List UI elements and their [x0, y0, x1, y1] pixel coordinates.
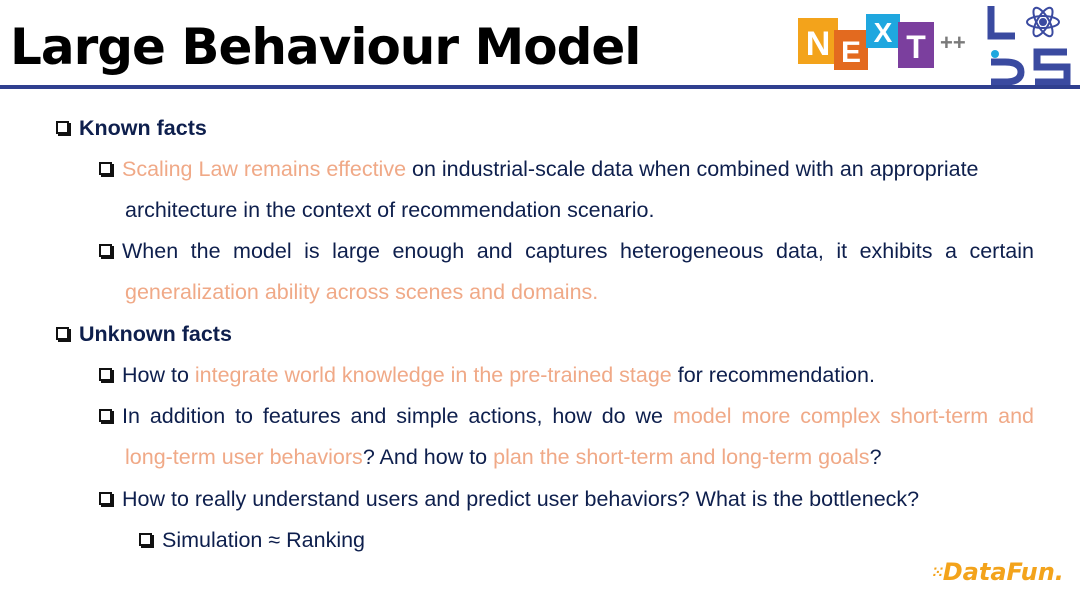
- known-fact-1: [99, 149, 979, 190]
- known-fact-1-continuation: architecture in the context of recommendation scenario.: [125, 198, 655, 222]
- fact-text: ? And how to: [362, 445, 494, 469]
- checkbox-bullet-icon: [99, 368, 112, 381]
- dots-icon: ⁙: [932, 565, 943, 581]
- checkbox-bullet-icon: [56, 121, 69, 134]
- unknown-facts-item: [56, 314, 232, 355]
- highlight-text: plan the short-term and long-term goals: [493, 445, 870, 469]
- slide-title: Large Behaviour Model: [10, 18, 641, 76]
- next-letter-n: N: [805, 25, 831, 63]
- datafun-logo: [932, 558, 1064, 586]
- highlight-text: long-term user behaviors: [125, 445, 363, 469]
- letter-s-shape: [1035, 52, 1067, 82]
- highlight-text: model more complex short-term and: [672, 404, 1034, 428]
- letter-l-shape: [991, 6, 1015, 36]
- fact-text: How to: [122, 363, 195, 387]
- known-facts-heading: Known facts: [79, 116, 207, 140]
- checkbox-bullet-icon: [99, 492, 112, 505]
- unknown-fact-2-continuation: [125, 437, 882, 478]
- title-underline: [0, 85, 1080, 89]
- unknown-fact-1: [99, 355, 875, 396]
- unknown-fact-3: [99, 479, 919, 520]
- checkbox-bullet-icon: [99, 409, 112, 422]
- next-letter-x: X: [873, 17, 893, 48]
- fact-text: When the model is large enough and captures heterogeneous data, it exhibits a certain: [122, 239, 1034, 263]
- fact-text: Simulation ≈ Ranking: [162, 528, 366, 552]
- fact-text: How to really understand users and predict user behaviors? What is the bottleneck?: [122, 487, 920, 511]
- unknown-fact-2: [99, 396, 1034, 437]
- checkbox-bullet-icon: [99, 162, 112, 175]
- fact-text: ?: [869, 445, 882, 469]
- checkbox-bullet-icon: [56, 327, 69, 340]
- next-suffix: ++: [940, 30, 966, 55]
- known-fact-2-continuation: generalization ability across scenes and domains.: [125, 280, 599, 304]
- next-letter-t: T: [906, 29, 926, 65]
- known-facts-item: [56, 108, 207, 149]
- known-fact-2: [99, 231, 1034, 272]
- next-letter-e: E: [840, 36, 862, 69]
- lds-logo: [985, 2, 1075, 86]
- checkbox-bullet-icon: [139, 533, 152, 546]
- highlight-text: integrate world knowledge in the pre-trained stage: [194, 363, 672, 387]
- unknown-fact-3-sub: [139, 520, 365, 561]
- fact-text: In addition to features and simple actions, how do we: [122, 404, 673, 428]
- unknown-facts-heading: Unknown facts: [79, 322, 232, 346]
- letter-d-shape: [991, 62, 1021, 82]
- next-logo: [798, 12, 978, 72]
- fact-text: on industrial-scale data when combined with an appropriate: [406, 157, 979, 181]
- atom-icon: [1027, 5, 1059, 39]
- checkbox-bullet-icon: [99, 244, 112, 257]
- fact-text: for recommendation.: [671, 363, 875, 387]
- highlight-text: Scaling Law remains effective: [122, 157, 407, 181]
- datafun-logo-text: DataFun.: [942, 558, 1064, 586]
